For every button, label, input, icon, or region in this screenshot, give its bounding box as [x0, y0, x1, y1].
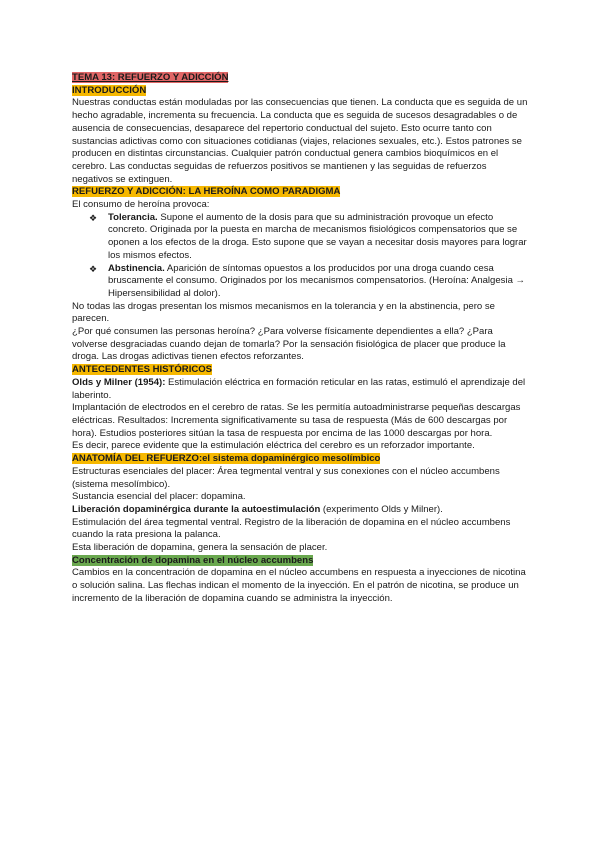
bullet-text: Aparición de síntomas opuestos a los producidos por una droga cuando cesa bruscamente el consumo. Originados por los mecanismos compensatorios. (Heroína: Analgesia → Hipersensibilidad al dolor). [108, 262, 526, 299]
antecedentes-heading-line [72, 364, 528, 377]
anatomia-paragraph-2: Sustancia esencial del placer: dopamina. [72, 491, 246, 503]
intro-body: Nuestras conductas están moduladas por las consecuencias que tienen. La conducta que es seguida de un hecho agradable, incrementa su frecuencia. La conducta que es seguida de sucesos desagradables o de ausencia de consecuencias, desaparece del repertorio conductual del sujeto. Esto ocurre tanto con sustancias adictivas como con situaciones cotidianas (viajes, relaciones sexuales, etc.). Estos patrones se producen en distintas circunstancias. Cualquier patrón conductual genera cambios bioquímicos en el cerebro. Las conductas seguidas de refuerzos positivos se mantienen y las seguidas de refuerzos negativos se extinguen. [72, 97, 528, 185]
bullet-term: Tolerancia. [108, 211, 158, 223]
heroina-lead: El consumo de heroína provoca: [72, 199, 210, 211]
document-content [72, 72, 528, 606]
anatomia-paragraph-3 [72, 504, 528, 517]
antecedentes-paragraph-1 [72, 377, 528, 402]
concentracion-heading-line [72, 555, 528, 568]
anatomia-paragraph-3-text: (experimento Olds y Milner). [320, 503, 443, 515]
heroina-paragraph-1: No todas las drogas presentan los mismos mecanismos en la tolerancia y en la abstinencia, pero se parecen. [72, 300, 495, 325]
antecedentes-paragraph-1-text: Estimulación eléctrica en formación reticular en las ratas, estimuló el aprendizaje del laberinto. [72, 376, 526, 401]
anatomia-paragraph-5: Esta liberación de dopamina, genera la sensación de placer. [72, 542, 328, 554]
heroina-heading: REFUERZO Y ADICCIÓN: LA HEROÍNA COMO PARADIGMA [72, 186, 341, 198]
title-line [72, 72, 528, 85]
heroina-heading-line [72, 186, 528, 199]
diamond-bullet-icon: ❖ [89, 212, 98, 223]
antecedentes-paragraph-3: Es decir, parece evidente que la estimulación eléctrica del cerebro es un reforzador importante. [72, 440, 475, 452]
anatomia-heading-line [72, 453, 528, 466]
concentracion-heading: Concentración de dopamina en el núcleo accumbens [72, 554, 314, 566]
antecedentes-paragraph-2: Implantación de electrodos en el cerebro de ratas. Se les permitía autoadministrarse pequeñas descargas eléctricas. Resultados: Incrementa significativamente su tasa de respuesta (Más de 600 descargas por hora). Estudios posteriores sitúan la tasa de respuesta por encima de las 1000 descargas por hora. [72, 402, 521, 439]
antecedentes-heading: ANTECEDENTES HISTÓRICOS [72, 364, 213, 376]
bullet-text: Supone el aumento de la dosis para que su administración provoque un efecto concreto. Originada por la puesta en marcha de mecanismos fisiológicos compensatorios que se oponen a los efectos de la droga. Esto supone que se vayan a necesitar dosis mayores para lograr los mismos efectos. [108, 211, 527, 261]
intro-heading: INTRODUCCIÓN [72, 84, 147, 96]
olds-milner-lead: Olds y Milner (1954): [72, 376, 166, 388]
list-item [72, 212, 528, 263]
diamond-bullet-icon: ❖ [89, 263, 98, 274]
anatomia-paragraph-1: Estructuras esenciales del placer: Área tegmental ventral y sus conexiones con el núcleo accumbens (sistema mesolímbico). [72, 465, 500, 490]
bullet-term: Abstinencia. [108, 262, 165, 274]
heroina-paragraph-2: ¿Por qué consumen las personas heroína? ¿Para volverse físicamente dependientes a ella? ¿Para volverse desgraciadas cuando dejan de tomarla? Por la sensación fisiológica de placer que produce la droga. Las drogas adictivas tienen efectos reforzantes. [72, 326, 506, 363]
anatomia-heading: ANATOMÍA DEL REFUERZO:el sistema dopaminérgico mesolímbico [72, 453, 381, 465]
intro-heading-line [72, 85, 528, 98]
anatomia-paragraph-4: Estimulación del área tegmental ventral. Registro de la liberación de dopamina en el núcleo accumbens cuando la rata presiona la palanca. [72, 516, 511, 541]
concentracion-paragraph-1: Cambios en la concentración de dopamina en el núcleo accumbens en respuesta a inyecciones de nicotina o solución salina. Las flechas indican el momento de la inyección. En el patrón de nicotina, se produce un incremento de la liberación de dopamina cuando se administra la inyección. [72, 567, 526, 604]
document-title: TEMA 13: REFUERZO Y ADICCIÓN [72, 72, 229, 83]
autoestimulacion-lead: Liberación dopaminérgica durante la autoestimulación [72, 503, 321, 515]
list-item [72, 263, 528, 301]
